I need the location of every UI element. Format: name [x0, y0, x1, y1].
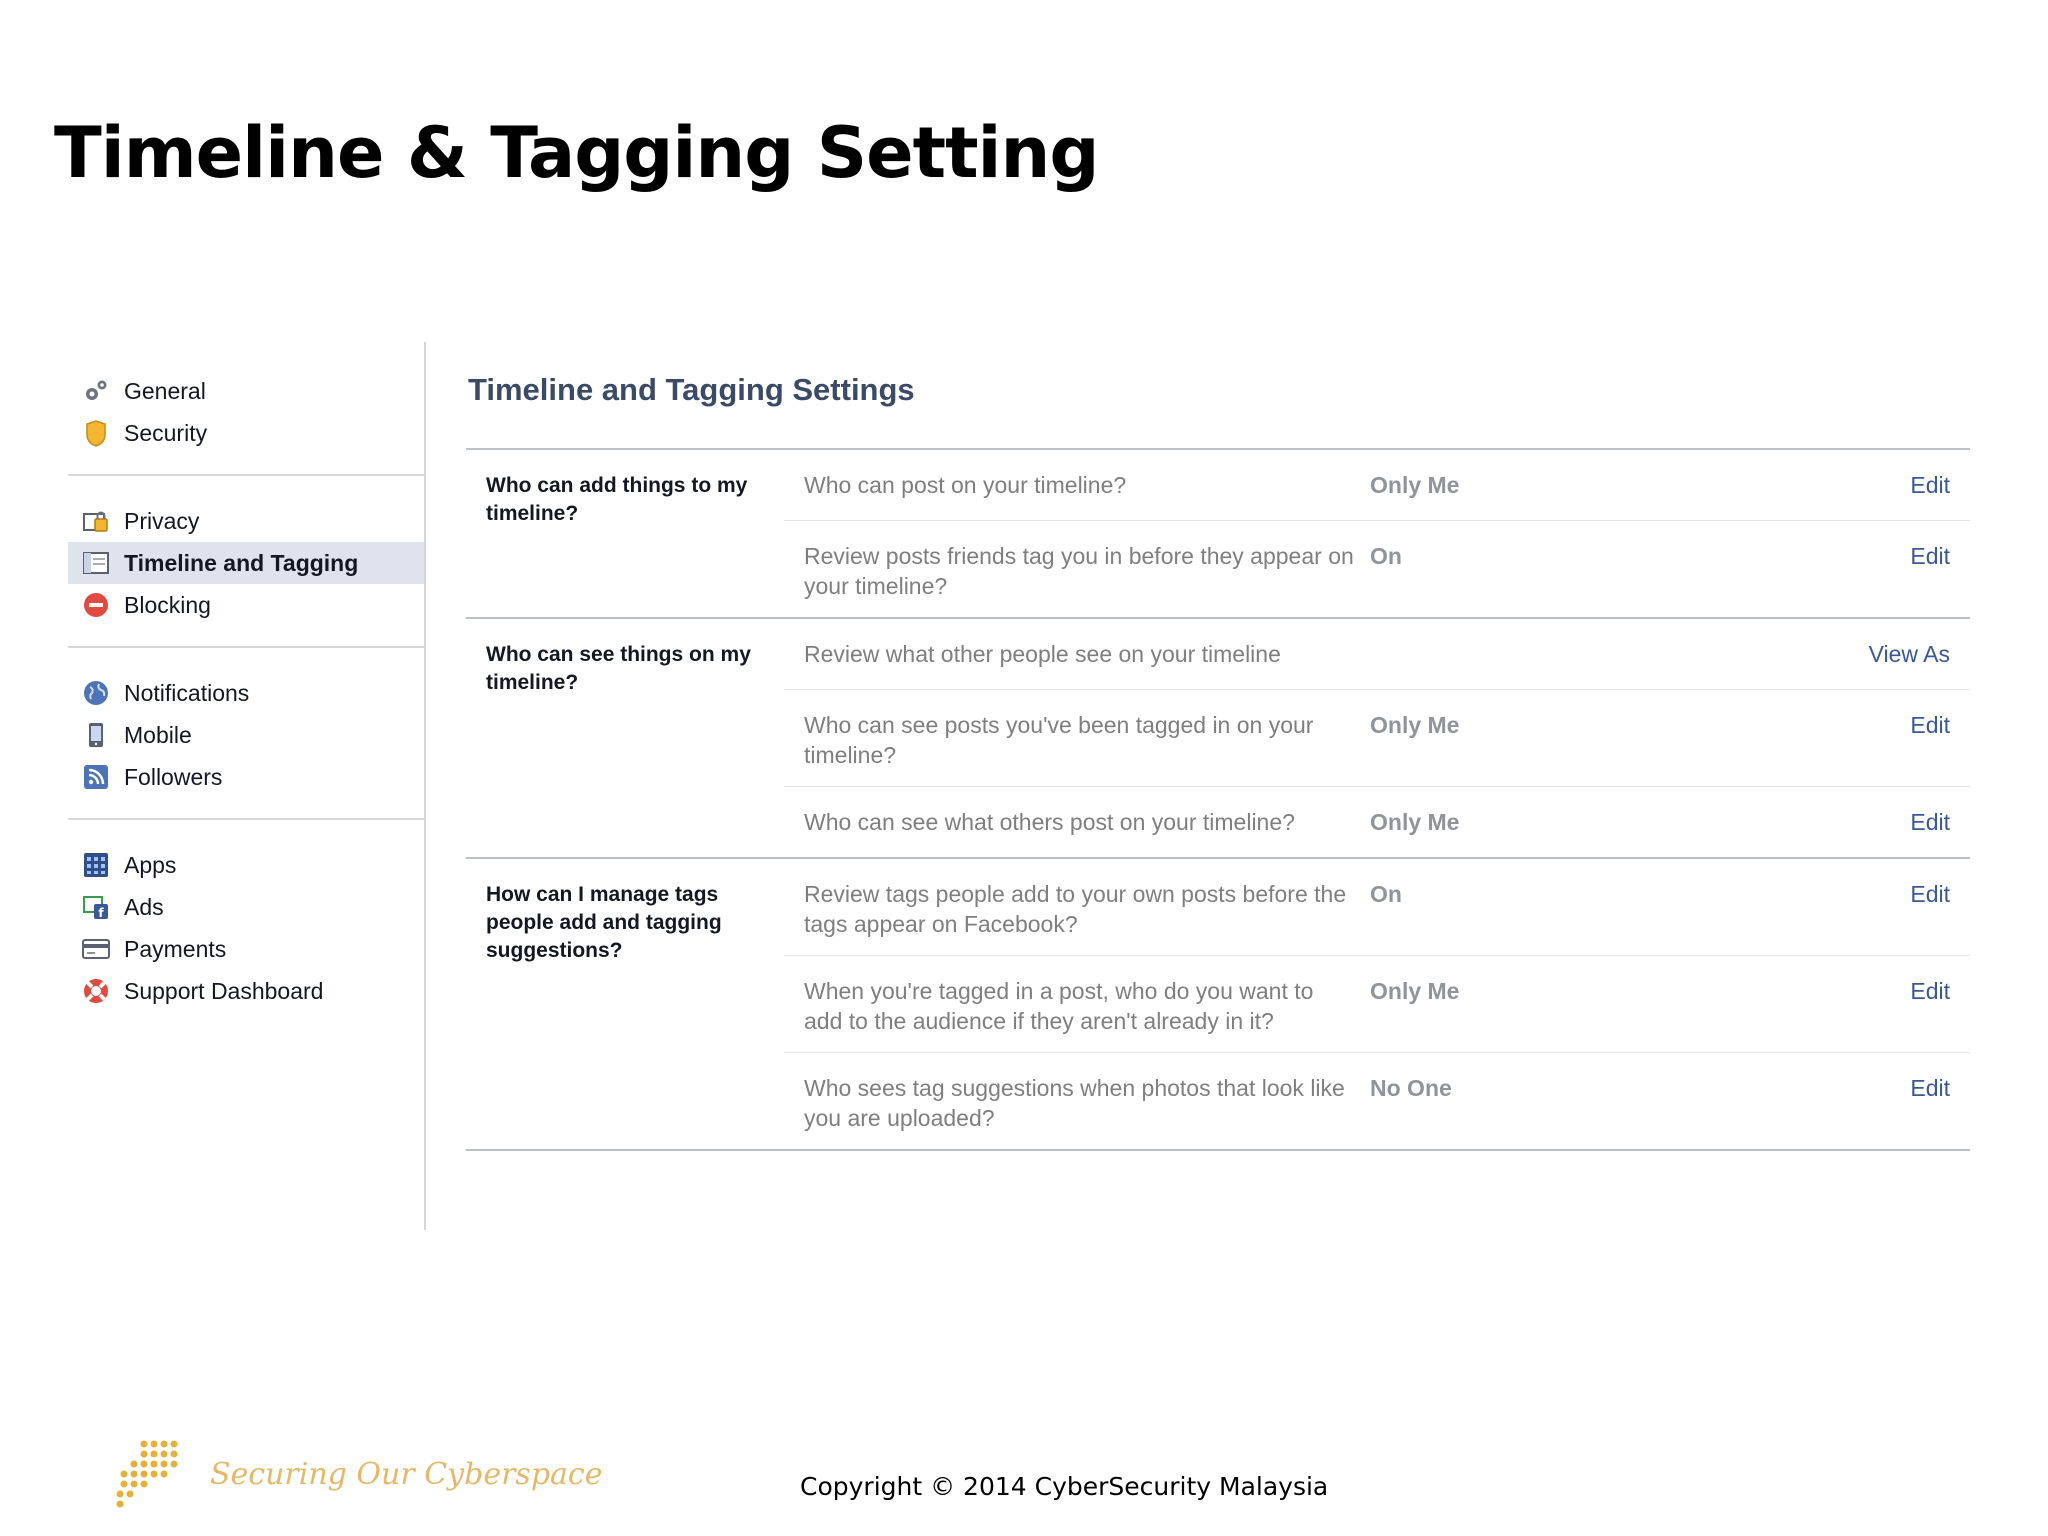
setting-row	[784, 619, 1970, 690]
sidebar-item-support-dashboard[interactable]	[68, 970, 424, 1012]
ads-icon	[80, 891, 112, 923]
lock-icon	[80, 505, 112, 537]
edit-link[interactable]: Edit	[1910, 1075, 1950, 1101]
settings-section	[466, 619, 1970, 859]
slide-title: Timeline & Tagging Setting	[54, 112, 1099, 194]
sidebar-item-security[interactable]	[68, 412, 424, 454]
edit-link[interactable]: Edit	[1910, 978, 1950, 1004]
sidebar-item-label: General	[124, 377, 206, 404]
timeline-icon	[80, 547, 112, 579]
setting-question: Who can see posts you've been tagged in on your timeline?	[804, 712, 1314, 768]
sidebar-item-label: Payments	[124, 935, 227, 962]
section-label: Who can add things to my timeline?	[486, 474, 748, 525]
footer-logo	[114, 1438, 602, 1510]
sidebar-group	[68, 820, 424, 1032]
settings-panel	[466, 342, 1970, 1151]
sidebar-item-label: Blocking	[124, 591, 211, 618]
block-icon	[80, 589, 112, 621]
setting-row	[784, 1053, 1970, 1149]
rss-icon	[80, 761, 112, 793]
setting-value: Only Me	[1370, 809, 1460, 835]
sidebar-item-mobile[interactable]	[68, 714, 424, 756]
panel-title: Timeline and Tagging Settings	[468, 372, 915, 407]
edit-link[interactable]: Edit	[1910, 712, 1950, 738]
sidebar-group	[68, 476, 424, 648]
sidebar-item-label: Timeline and Tagging	[124, 549, 359, 576]
sidebar-item-label: Notifications	[124, 679, 250, 706]
globe-icon	[80, 677, 112, 709]
setting-question: Who can post on your timeline?	[804, 472, 1127, 498]
card-icon	[80, 933, 112, 965]
setting-row	[784, 787, 1970, 857]
setting-question: Who can see what others post on your timeline?	[804, 809, 1295, 835]
badge-icon	[80, 417, 112, 449]
dot-logo-icon	[114, 1438, 186, 1510]
setting-value: Only Me	[1370, 712, 1460, 738]
sidebar-item-ads[interactable]	[68, 886, 424, 928]
lifebuoy-icon	[80, 975, 112, 1007]
edit-link[interactable]: Edit	[1910, 881, 1950, 907]
setting-value: No One	[1370, 1075, 1452, 1101]
sidebar-item-timeline-and-tagging[interactable]	[68, 542, 424, 584]
svg-text:f: f	[98, 906, 104, 920]
setting-question: Review what other people see on your timeline	[804, 641, 1281, 667]
setting-value: On	[1370, 881, 1402, 907]
gear-icon	[80, 375, 112, 407]
setting-value	[1370, 639, 1750, 673]
edit-link[interactable]: Edit	[1910, 809, 1950, 835]
settings-section	[466, 859, 1970, 1151]
section-label: How can I manage tags people add and tagging suggestions?	[486, 883, 722, 962]
sidebar-item-label: Privacy	[124, 507, 200, 534]
edit-link[interactable]: Edit	[1910, 472, 1950, 498]
apps-icon	[80, 849, 112, 881]
setting-row	[784, 450, 1970, 521]
settings-sections	[466, 448, 1970, 1151]
sidebar-item-general[interactable]	[68, 370, 424, 412]
mobile-icon	[80, 719, 112, 751]
setting-question: Review tags people add to your own posts before the tags appear on Facebook?	[804, 881, 1347, 937]
setting-value: On	[1370, 543, 1402, 569]
copyright-notice: Copyright © 2014 CyberSecurity Malaysia	[800, 1472, 1329, 1501]
sidebar-item-label: Mobile	[124, 721, 192, 748]
sidebar-item-payments[interactable]	[68, 928, 424, 970]
sidebar-item-label: Followers	[124, 763, 223, 790]
setting-row	[784, 690, 1970, 787]
settings-sidebar	[68, 342, 426, 1230]
setting-question: Review posts friends tag you in before they appear on your timeline?	[804, 543, 1354, 599]
setting-question: Who sees tag suggestions when photos that look like you are uploaded?	[804, 1075, 1345, 1131]
section-label: Who can see things on my timeline?	[486, 643, 751, 694]
sidebar-item-label: Ads	[124, 893, 164, 920]
sidebar-item-label: Apps	[124, 851, 177, 878]
setting-row	[784, 521, 1970, 617]
sidebar-item-label: Support Dashboard	[124, 977, 324, 1004]
edit-link[interactable]: Edit	[1910, 543, 1950, 569]
sidebar-group	[68, 342, 424, 476]
sidebar-item-privacy[interactable]	[68, 500, 424, 542]
sidebar-item-followers[interactable]	[68, 756, 424, 798]
setting-question: When you're tagged in a post, who do you want to add to the audience if they aren't already in it?	[804, 978, 1314, 1034]
section-rows	[784, 859, 1970, 1149]
section-rows	[784, 619, 1970, 857]
settings-section	[466, 450, 1970, 619]
sidebar-item-blocking[interactable]	[68, 584, 424, 626]
setting-value: Only Me	[1370, 472, 1460, 498]
footer-tagline: Securing Our Cyberspace	[210, 1456, 603, 1492]
setting-value: Only Me	[1370, 978, 1460, 1004]
setting-row	[784, 956, 1970, 1053]
sidebar-group	[68, 648, 424, 820]
sidebar-item-notifications[interactable]	[68, 672, 424, 714]
setting-row	[784, 859, 1970, 956]
view-as-link[interactable]: View As	[1868, 641, 1950, 667]
section-rows	[784, 450, 1970, 617]
sidebar-item-label: Security	[124, 419, 208, 446]
sidebar-item-apps[interactable]	[68, 844, 424, 886]
